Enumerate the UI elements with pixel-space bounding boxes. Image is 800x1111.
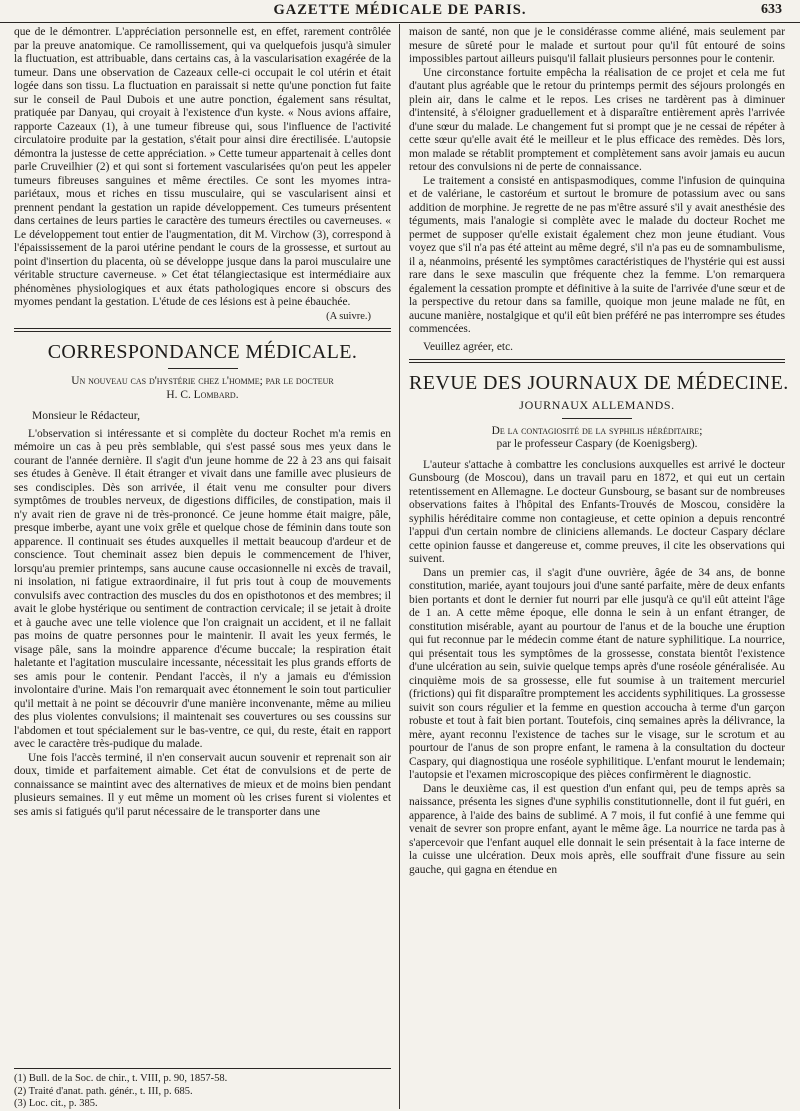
- continued-paragraph: maison de santé, non que je le considérasse comme aliéné, mais seulement par mesure de sûreté pour le malade et surtout pour qu'il fût entouré de soins impossibles partout ailleurs puisqu'il fallait plusieurs personnes pour le contenir.: [409, 26, 785, 65]
- footnotes: [14, 1068, 391, 1111]
- footnote: (2) Traité d'anat. path. génér., t. III, p. 685.: [14, 1085, 193, 1097]
- review-article-author: par le professeur Caspary (de Koenigsberg).: [496, 438, 698, 450]
- left-column: [14, 26, 391, 1109]
- footnote-rule: [14, 1068, 391, 1069]
- running-head: [0, 0, 800, 23]
- review-article-title: [409, 425, 785, 452]
- continued-paragraph: que de le démontrer. L'appréciation personnelle est, en effet, rarement contrôlée par la preuve anatomique. Ce ramollissement, qui va quelquefois jusqu'à simuler la fluctuation, est attribuable, dans certains cas, à la vascularisation exagérée de la tumeur. Dans une observation de Cazeaux celle-ci occupait le col utérin et était logée dans son tissu. La fluctuation en paraissait si nette qu'une ponction fut faite sur le conseil de Paul Dubois et une autre ponction, également sans résultat, pratiquée par Danyau, qui croyait à l'existence d'un kyste. « Nous avions affaire, rapporte Cazeaux (1), à une tumeur fibreuse qui, sous l'influence de l'activité circulatoire produite par la gestation, s'était pour ainsi dire érectilisée. L'autopsie démontra la justesse de cette appréciation. » Cette tumeur appartenait à celles dont parle Cruveilhier (2) et qui sont si fortement vascularisées qu'on peut les appeler tumeurs fibreuses sanguines et même érectiles. Ce sont les myomes intra-pariétaux, mous et riches en tissu musculaire, qui se vascularisent ainsi et prennent pendant la gestation un rapide développement. Ces tumeurs présentent dans certaines de leurs parties le caractère des tumeurs érectiles ou caverneuses. « Le développement tout entier de l'augmentation, dit M. Virchow (3), correspond à l'épaississement de la paroi utérine pendant le cours de la grossesse, et surtout au point d'insertion du placenta, où se développe jusque dans la paroi musculaire une véritable structure caverneuse. » Cet état télangiectasique est intermédiaire aux phénomènes physiologiques et aux états pathologiques encore si obscurs des myomes pendant la gestation. L'étude de ces lésions est à peine ébauchée.: [14, 26, 391, 308]
- to-be-continued-note: (A suivre.): [326, 310, 371, 322]
- letter-closing: Veuillez agréer, etc.: [423, 340, 513, 353]
- title-rule: [562, 418, 632, 419]
- journal-title: GAZETTE MÉDICALE DE PARIS.: [273, 2, 527, 18]
- footnote: (3) Loc. cit., p. 385.: [14, 1098, 98, 1109]
- letter-paragraph: Le traitement a consisté en antispasmodiques, comme l'infusion de quinquina et de valériane, le castoréum et surtout le bromure de potassium avec ou sans addition de morphine. Je regrette de ne pas m'être assuré s'il y avait anesthésie des téguments, mais l'analogie si complète avec le malade du docteur Rochet me permet de supposer qu'elle existait également chez mon jeune étudiant. Vous voyez que s'il n'a pas été atteint au même degré, s'il n'a pas eu de somnambulisme, il a, néanmoins, présenté les symptômes caractéristiques de l'hystérie qui est aussi rare dans le sexe masculin que fréquente chez la femme. L'on remarquera également la cessation prompte et définitive à la suite de l'arrivée d'une sœur et de la perspective du retour dans sa famille, quoique mon jeune malade ne fût, en aucune manière, nostalgique et qu'il eût bien préféré ne pas interrompre ses études commencées.: [409, 174, 785, 335]
- letter-title: [14, 375, 391, 402]
- review-paragraph: L'auteur s'attache à combattre les conclusions auxquelles est arrivé le docteur Gunsbourg (de Moscou), dans un travail paru en 1872, et qui eut un certain retentissement en Allemagne. Le docteur Gunsbourg, se basant sur de nombreuses observations faites à l'hôpital des Enfants-Trouvés de Moscou, considère la syphilis héréditaire comme non contagieuse, et cette opinion a depuis rencontré l'appui d'un certain nombre de cliniciens allemands. Le docteur Caspary déclare cette opinion fausse et dangereuse et, comme preuves, il cite les observations qui suivent.: [409, 458, 785, 565]
- review-paragraph: Dans un premier cas, il s'agit d'une ouvrière, âgée de 34 ans, de bonne constitution, mariée, ayant toujours joui d'une santé parfaite, mère de deux enfants bien portants et dont le dernier fut nourri par elle jusqu'à ce qu'il eût atteint l'âge de 1 an. A cette même époque, elle donna le sein à un enfant étranger, de constitution misérable, ayant au pourtour de l'anus et de la bouche une éruption qui fut reconnue par le médecin comme étant de nature syphilitique. La nourrice, qui présentait tous les symptômes de la grossesse, constata bientôt l'existence d'une ulcération au sein, suivie quelque temps après d'une roséole généralisée. Au cinquième mois de sa grossesse, elle fut soumise à un traitement mercuriel (frictions) qui fit disparaître promptement les accidents syphilitiques. La grossesse suivit son cours régulier et la femme en question accoucha à terme d'un garçon robuste et tout à fait bien portant. Toutefois, cinq semaines après la délivrance, la mère, ayant reconnu l'existence de taches sur le visage, sur le scrotum et au pourtour de l'anus de son propre enfant, le ramena à la consultation du docteur Caspary, qui diagnostiqua une roséole syphilitique. L'enfant mourut le lendemain; l'autopsie et l'examen microscopique des pièces confirmèrent le diagnostic.: [409, 566, 785, 781]
- review-subsection-title: JOURNAUX ALLEMANDS.: [519, 398, 675, 412]
- salutation: Monsieur le Rédacteur,: [32, 409, 141, 422]
- letter-paragraph: L'observation si intéressante et si complète du docteur Rochet m'a remis en mémoire un cas à peu près semblable, qui s'est passé sous mes yeux dans le courant de l'année dernière. Il s'agit d'un jeune homme de 22 à 23 ans qui faisait ses études à Genève. Il était étranger et vivait dans une famille avec plusieurs de ses condisciples. Dès son arrivée, il était venu me consulter pour divers symptômes de troubles nerveux, de digestions difficiles, de constipation, mais il n'y avait rien de grave ni de très-prononcé. Ce jeune homme était maigre, pâle, presque imberbe, ayant une voix grêle et quelque chose de féminin dans toute son apparence. Il continuait ses études auxquelles il mettait beaucoup d'ardeur et de conscience. Tout cheminait assez bien depuis le commencement de l'hiver, lorsqu'au premier printemps, sans aucune cause occasionnelle ni excès de travail, ni insolation, ni fatigue extraordinaire, il fut pris tout à coup de mouvements convulsifs avec contraction des muscles du dos en opisthotonos et des membres; il avait le globe hystérique ou sentiment de contraction cervicale; il se jetait à droite et à gauche avec une telle violence que l'on craignait un accident, et il ne fallait pas moins de quatre personnes pour le maintenir. Il avait les yeux fermés, le visage pâle, sans la moindre apparence d'écume buccale; la respiration était haletante et l'agitation musculaire incessante, nécessitait les plus grands efforts de ses amis pour le contenir. Pendant l'accès, il n'y a jamais eu d'émission involontaire d'urine. Mais l'on remarquait avec étonnement le soin tout particulier qu'il mettait à ne point se découvrir d'une manière inconvenante, même au milieu des plus violentes convulsions; il maintenait ses couvertures ou ses coussins sur l'abdomen et tout spécialement sur le bas-ventre, ce qui, du reste, était en rapport avec le caractère très-pudique du malade.: [14, 427, 391, 750]
- correspondence-section-title: CORRESPONDANCE MÉDICALE.: [47, 341, 358, 363]
- review-section-title: REVUE DES JOURNAUX DE MÉDECINE.: [409, 372, 789, 394]
- letter-title-author: H. C. Lombard.: [166, 388, 239, 401]
- column-divider: [399, 24, 400, 1109]
- right-column: [409, 26, 789, 1106]
- section-separator: [409, 359, 785, 363]
- review-article-title-line1: De la contagiosité de la syphilis héréditaire;: [491, 424, 703, 437]
- title-rule: [168, 368, 238, 369]
- page-number: 633: [761, 2, 782, 17]
- letter-paragraph: Une fois l'accès terminé, il n'en conservait aucun souvenir et reprenait son air doux, timide et parfaitement aimable. Cet état de convulsions et de perte de connaissance se maintint avec des alternatives de mieux et de moins bien pendant plusieurs semaines. Il y eut même un moment où les crises furent si violentes et ses amis si fatigués qu'il parut nécessaire de le transporter dans une: [14, 751, 391, 818]
- letter-title-line1: Un nouveau cas d'hystérie chez l'homme; par le docteur: [71, 375, 334, 387]
- section-separator: [14, 328, 391, 332]
- footnote: (1) Bull. de la Soc. de chir., t. VIII, p. 90, 1857-58.: [14, 1073, 228, 1084]
- review-paragraph: Dans le deuxième cas, il est question d'un enfant qui, peu de temps après sa naissance, présenta les signes d'une syphilis constitutionnelle, dont il fut guéri, en apparence, à l'aide des bains de sublimé. A 7 mois, il fut confié à une femme qui venait de sevrer son propre enfant, ayant le même âge. La nourrice ne tarda pas à s'apercevoir que l'enfant auquel elle donnait le sein présentait à la face interne de la cuisse une ulcération. Deux mois après, elle souffrait d'une fissure au sein gauche, qui gagna en étendue en: [409, 782, 785, 876]
- letter-paragraph: Une circonstance fortuite empêcha la réalisation de ce projet et cela me fut d'autant plus agréable que le retour du printemps permit des séjours prolongés en plein air, dans le calme et le repos. Les crises ne tardèrent pas à diminuer d'intensité, à s'éloigner graduellement et à disparaître entièrement après l'arrivée d'une sœur du malade. Le changement fut si prompt que je ne cessai de répéter à cette sœur qu'elle avait été le meilleur et le plus efficace des remèdes. Dès lors, mon malade se rétablit promptement et complètement sans avoir jamais eu aucun retour des convulsions ni de perte de connaissance.: [409, 66, 785, 173]
